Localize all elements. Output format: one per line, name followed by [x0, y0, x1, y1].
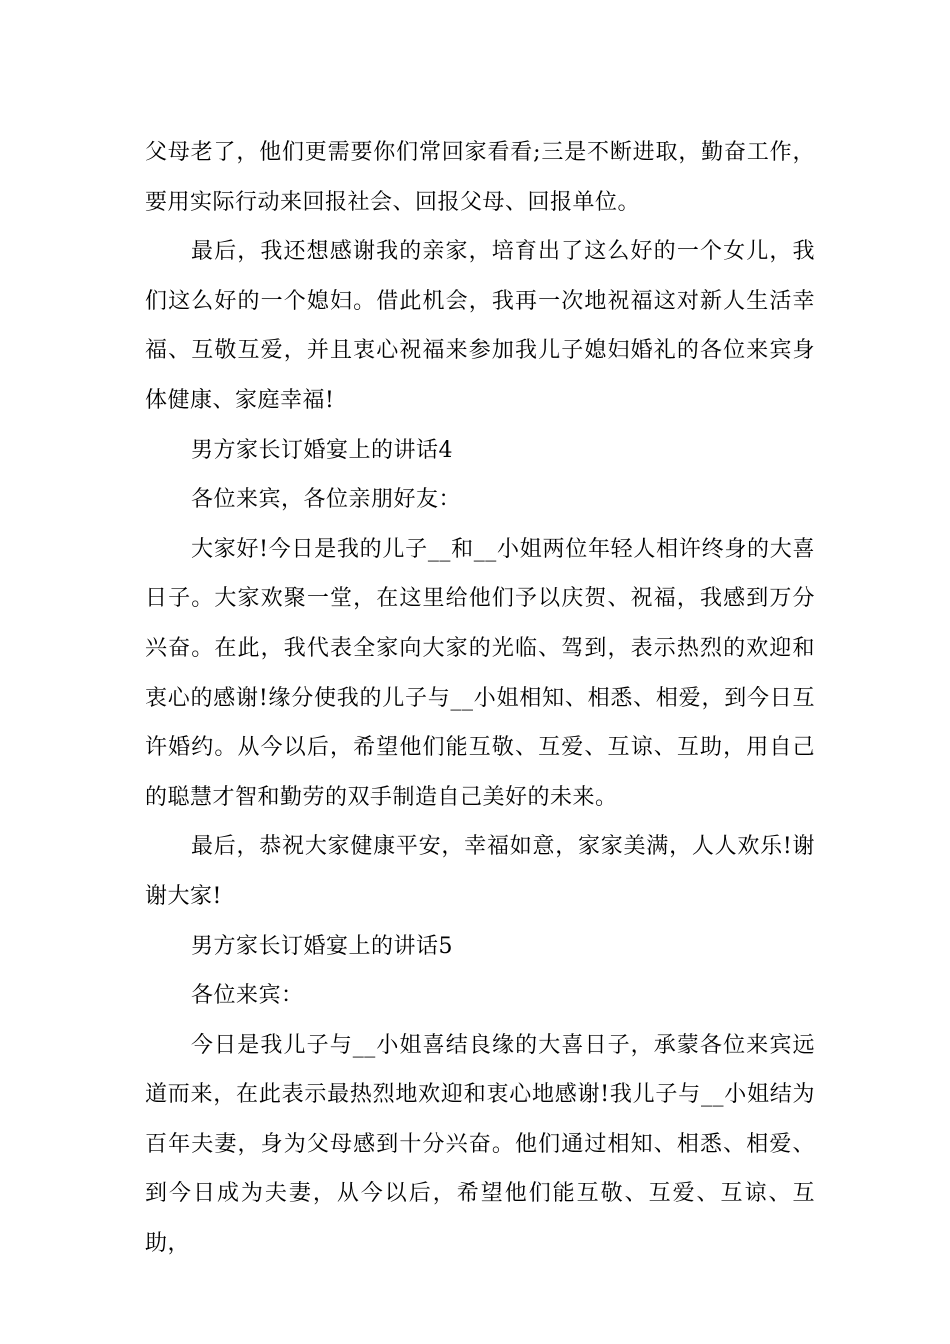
paragraph: 最后，我还想感谢我的亲家，培育出了这么好的一个女儿，我们这么好的一个媳妇。借此机会，我再一次地祝福这对新人生活幸福、互敬互爱，并且衷心祝福来参加我儿子媳妇婚礼的各位来宾身体健康、家庭幸福!: [145, 239, 815, 413]
paragraph: 今日是我儿子与__小姐喜结良缘的大喜日子，承蒙各位来宾远道而来，在此表示最热烈地欢迎和衷心地感谢!我儿子与__小姐结为百年夫妻，身为父母感到十分兴奋。他们通过相知、相悉、相爱、到今日成为夫妻，从今以后，希望他们能互敬、互爱、互谅、互助，: [145, 1032, 815, 1257]
document-body: [145, 128, 815, 1269]
paragraph: 最后，恭祝大家健康平安，幸福如意，家家美满，人人欢乐!谢谢大家!: [145, 834, 815, 909]
paragraph: 大家好!今日是我的儿子__和__小姐两位年轻人相许终身的大喜日子。大家欢聚一堂，在这里给他们予以庆贺、祝福，我感到万分兴奋。在此，我代表全家向大家的光临、驾到，表示热烈的欢迎和衷心的感谢!缘分使我的儿子与__小姐相知、相悉、相爱，到今日互许婚约。从今以后，希望他们能互敬、互爱、互谅、互助，用自己的聪慧才智和勤劳的双手制造自己美好的未来。: [145, 536, 815, 810]
salutation: 各位来宾：: [191, 983, 304, 1009]
section-heading: 男方家长订婚宴上的讲话5: [191, 933, 453, 959]
salutation: 各位来宾，各位亲朋好友：: [191, 487, 462, 513]
section-heading: 男方家长订婚宴上的讲话4: [191, 437, 453, 463]
paragraph: 父母老了，他们更需要你们常回家看看;三是不断进取，勤奋工作，要用实际行动来回报社会、回报父母、回报单位。: [145, 140, 815, 215]
